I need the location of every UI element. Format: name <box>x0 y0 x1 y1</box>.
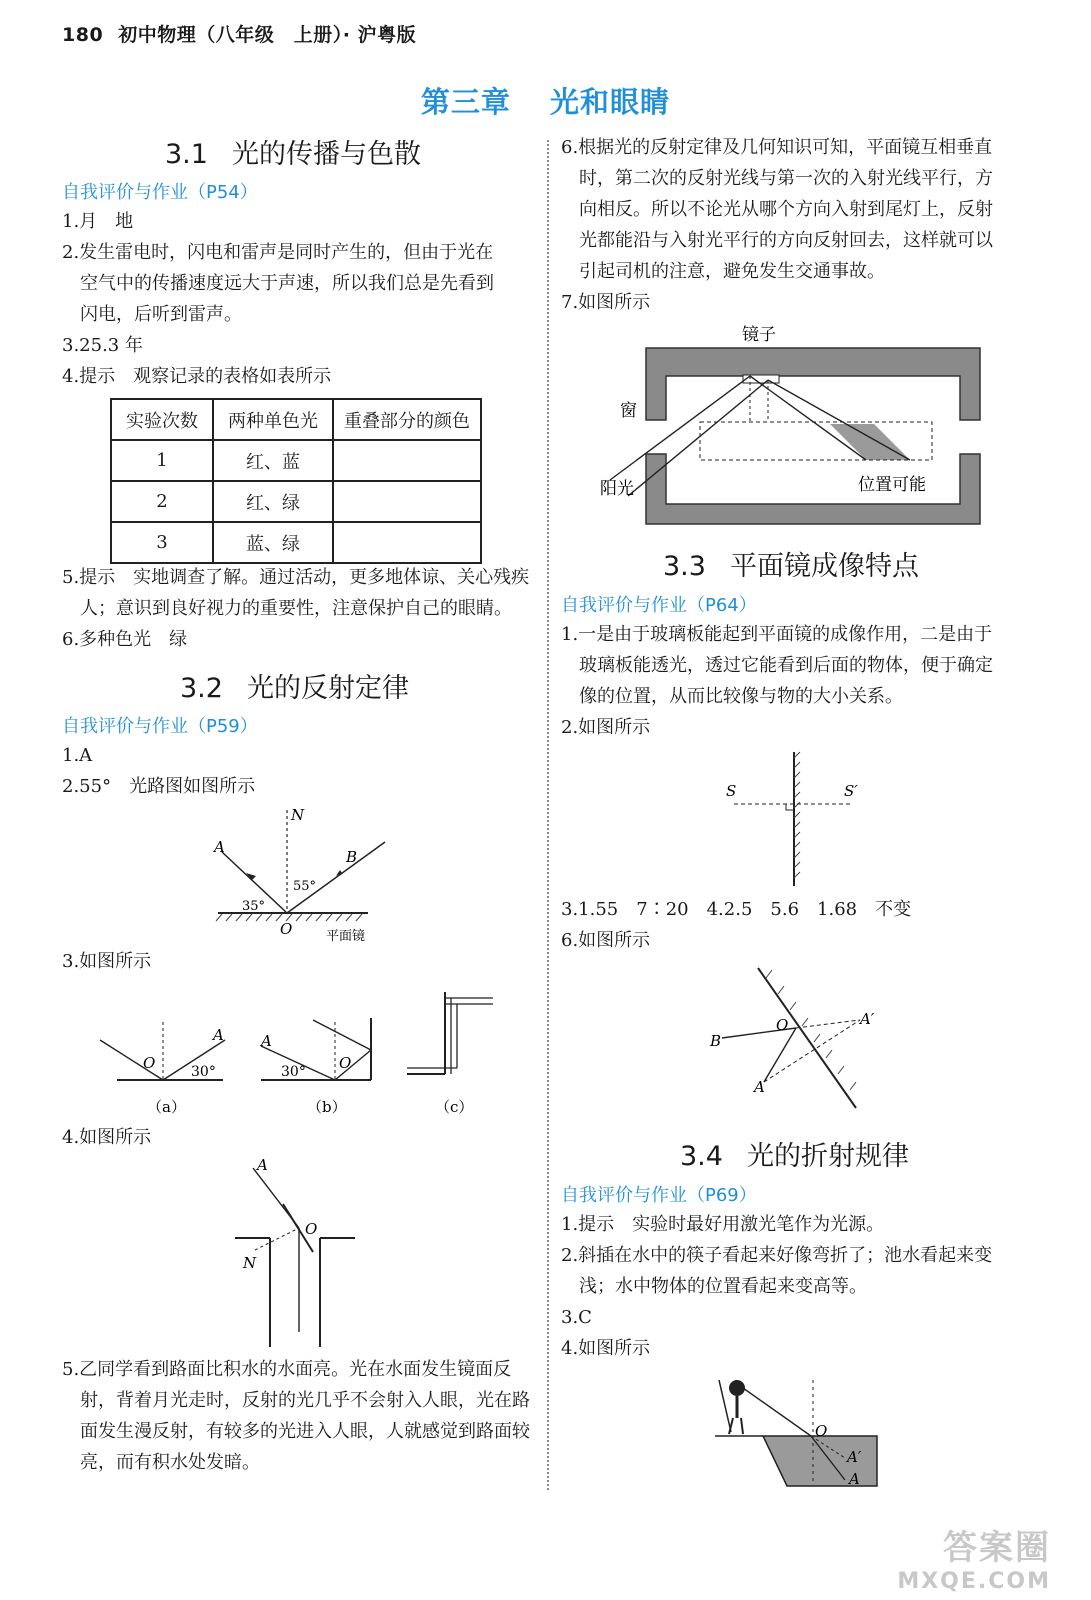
answer-2: 2.如图所示 <box>561 717 651 738</box>
answer-5-line-3: 面发生漫反射，有较多的光进入人眼，人就感觉到路面较 <box>80 1421 530 1442</box>
table-cell <box>333 440 481 481</box>
answer-2: 2.55° 光路图如图所示 <box>62 776 256 797</box>
chapter-title <box>0 80 1091 121</box>
room-mirror-diagram <box>590 318 990 530</box>
answer-3-to-5: 3.1.55 7∶20 4.2.5 5.6 1.68 不变 <box>561 899 912 920</box>
section-3-3-title: 3.3 平面镜成像特点 <box>663 551 919 582</box>
label-o: O <box>305 1220 318 1238</box>
section-3-3-answers <box>561 619 993 743</box>
answer-4: 4.如图所示 <box>561 1338 651 1359</box>
label-a: A <box>214 838 225 856</box>
caption-a: （a） <box>147 1098 186 1116</box>
answer-1: 1.月 地 <box>62 211 134 232</box>
label-a: A <box>261 1032 272 1050</box>
table-row <box>111 481 481 522</box>
answer-6-line-1: 6.根据光的反射定律及几何知识可知，平面镜互相垂直 <box>561 137 993 158</box>
label-b: B <box>710 1032 722 1050</box>
answer-2-line-1: 2.斜插在水中的筷子看起来好像弯折了；池水看起来变 <box>561 1245 993 1266</box>
book-title: 初中物理（八年级 上册）· 沪粤版 <box>118 24 417 46</box>
periscope-diagram <box>225 1152 365 1357</box>
label-o: O <box>280 920 293 938</box>
page-number: 180 <box>62 24 104 46</box>
chapter-name: 光和眼睛 <box>550 85 671 119</box>
answer-6-line-2: 时，第二次的反射光线与第一次的入射光线平行，方 <box>579 168 993 189</box>
label-o: O <box>143 1054 156 1072</box>
mirror-reflection-diagram <box>700 962 875 1117</box>
answer-2-line-2: 空气中的传播速度远大于声速，所以我们总是先看到 <box>80 273 494 294</box>
label-n: N <box>243 1254 257 1272</box>
label-s-prime: S′ <box>844 782 858 800</box>
answer-6-line-5: 引起司机的注意，避免发生交通事故。 <box>579 261 885 282</box>
watermark-en: MXQE.COM <box>897 1569 1051 1594</box>
refraction-diagram <box>705 1374 885 1494</box>
label-a-prime: A′ <box>847 1448 862 1466</box>
section-3-1-exercise-heading: 自我评价与作业（P54） <box>62 182 258 203</box>
caption-c: （c） <box>435 1098 474 1116</box>
answer-6-line-4: 光都能沿与入射光平行的方向反射回去，这样就可以 <box>579 230 993 251</box>
column-divider <box>547 140 549 1490</box>
section-3-3-exercise-heading: 自我评价与作业（P64） <box>561 595 757 616</box>
answer-5-line-4: 亮，而有积水处发暗。 <box>80 1452 260 1473</box>
label-possible-position: 位置可能 <box>858 475 926 495</box>
section-3-4-exercise-heading: 自我评价与作业（P69） <box>561 1185 757 1206</box>
answer-5-line-1: 5.提示 实地调查了解。通过活动，更多地体谅、关心残疾 <box>62 567 530 588</box>
label-n: N <box>291 806 305 824</box>
table-row <box>111 522 481 563</box>
running-header <box>62 20 416 47</box>
label-a: A <box>213 1026 224 1044</box>
label-sunlight: 阳光 <box>600 479 634 499</box>
answer-1: 1.提示 实验时最好用激光笔作为光源。 <box>561 1214 885 1235</box>
watermark-cn: 答案圈 <box>943 1528 1051 1568</box>
label-o: O <box>776 1016 789 1034</box>
reflection-diagrams-abc <box>95 982 515 1122</box>
answer-1-line-1: 1.一是由于玻璃板能起到平面镜的成像作用，二是由于 <box>561 624 993 645</box>
answer-5 <box>62 1354 530 1478</box>
table-cell: 红、蓝 <box>213 440 333 481</box>
answer-6-line-3: 向相反。所以不论光从哪个方向入射到尾灯上，反射 <box>579 199 993 220</box>
label-window: 窗 <box>620 401 637 421</box>
table-header-cell: 重叠部分的颜色 <box>333 399 481 440</box>
table-cell: 红、绿 <box>213 481 333 522</box>
table-header-cell: 两种单色光 <box>213 399 333 440</box>
label-s: S <box>726 782 737 800</box>
section-3-2-answers-cont <box>561 132 993 318</box>
answer-6: 6.多种色光 绿 <box>62 629 188 650</box>
section-3-1-answers <box>62 206 494 392</box>
section-3-2-answers <box>62 740 255 802</box>
label-30-deg: 30° <box>191 1064 216 1080</box>
answer-3: 3.C <box>561 1307 592 1328</box>
answer-1-line-3: 像的位置，从而比较像与物的大小关系。 <box>579 686 903 707</box>
answer-5-line-1: 5.乙同学看到路面比积水的水面亮。光在水面发生镜面反 <box>62 1359 512 1380</box>
answer-3: 3.如图所示 <box>62 951 152 972</box>
label-a: A <box>849 1470 860 1488</box>
answer-5-line-2: 人；意识到良好视力的重要性，注意保护自己的眼睛。 <box>80 598 512 619</box>
section-3-1-title: 3.1 光的传播与色散 <box>165 139 421 170</box>
table-row <box>111 440 481 481</box>
section-3-2-title: 3.2 光的反射定律 <box>180 673 409 704</box>
caption-b: （b） <box>307 1098 347 1116</box>
answer-3: 3.25.3 年 <box>62 335 143 356</box>
label-a-prime: A′ <box>860 1010 875 1028</box>
label-o: O <box>815 1422 828 1440</box>
label-30-deg: 30° <box>281 1064 306 1080</box>
label-mirror: 镜子 <box>742 325 776 345</box>
answer-1-line-2: 玻璃板能透光，透过它能看到后面的物体，便于确定 <box>579 655 993 676</box>
answer-2-line-1: 2.发生雷电时，闪电和雷声是同时产生的，但由于光在 <box>62 242 494 263</box>
section-3-4-title: 3.4 光的折射规律 <box>680 1141 909 1172</box>
observation-table <box>110 398 482 564</box>
label-35-deg: 35° <box>242 899 266 914</box>
table-cell: 1 <box>111 440 213 481</box>
table-cell: 2 <box>111 481 213 522</box>
watermark <box>897 1520 1051 1594</box>
section-3-2-exercise-heading: 自我评价与作业（P59） <box>62 716 258 737</box>
label-b: B <box>346 848 358 866</box>
chapter-number: 第三章 <box>420 85 511 119</box>
answer-7: 7.如图所示 <box>561 292 651 313</box>
answer-5-line-2: 射，背着月光走时，反射的光几乎不会射入人眼，光在路 <box>80 1390 530 1411</box>
label-o: O <box>339 1054 352 1072</box>
label-plane-mirror: 平面镜 <box>326 929 366 944</box>
label-55-deg: 55° <box>293 879 317 894</box>
table-cell: 3 <box>111 522 213 563</box>
answer-1: 1.A <box>62 745 93 766</box>
answer-4: 4.如图所示 <box>62 1127 152 1148</box>
answer-4: 4.提示 观察记录的表格如表所示 <box>62 366 332 387</box>
section-3-3-answers-cont <box>561 894 911 956</box>
label-a: A <box>257 1156 268 1174</box>
answer-2-line-2: 浅；水中物体的位置看起来变高等。 <box>579 1276 867 1297</box>
section-3-4-answers <box>561 1209 992 1364</box>
table-cell <box>333 522 481 563</box>
table-header-cell: 实验次数 <box>111 399 213 440</box>
table-cell <box>333 481 481 522</box>
section-3-1-answers-cont <box>62 562 529 655</box>
reflection-diagram <box>200 800 400 945</box>
answer-2-line-3: 闪电，后听到雷声。 <box>80 304 242 325</box>
answer-6: 6.如图所示 <box>561 930 651 951</box>
label-a: A <box>754 1078 765 1096</box>
table-cell: 蓝、绿 <box>213 522 333 563</box>
mirror-image-diagram <box>718 748 868 893</box>
table-header-row <box>111 399 481 440</box>
